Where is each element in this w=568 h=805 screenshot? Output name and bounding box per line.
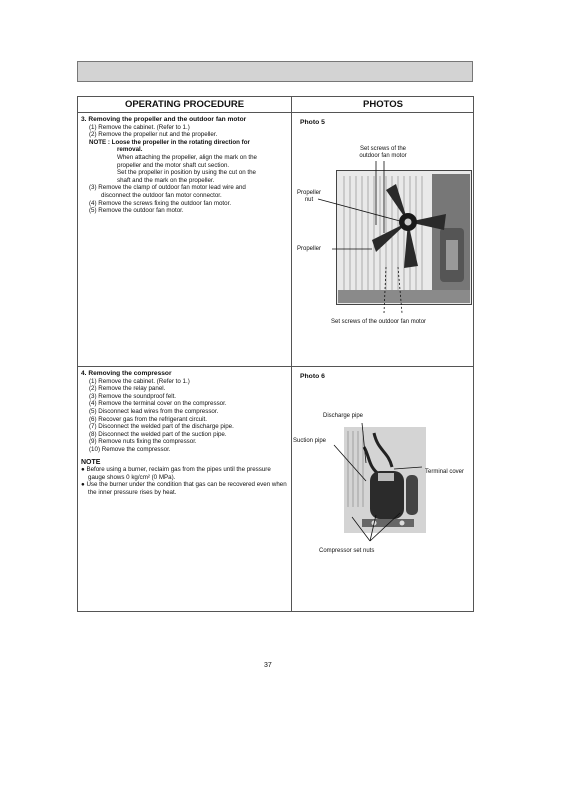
note-bullet: ● Before using a burner, reclaim gas from the pipes until the pressure gauge shows 0 kg/cm² (0 MPa). xyxy=(81,466,271,481)
step-line: disconnect the outdoor fan motor connector. xyxy=(101,191,222,199)
label-line: nut xyxy=(304,197,314,204)
step-line: (1) Remove the cabinet. (Refer to 1.) xyxy=(89,377,190,385)
photo6-leaders xyxy=(292,407,474,547)
label-propeller-nut xyxy=(294,190,324,205)
column-header-procedure: OPERATING PROCEDURE xyxy=(124,99,245,110)
section4-note-title: NOTE xyxy=(81,458,101,466)
step-line: (7) Disconnect the welded part of the discharge pipe. xyxy=(89,423,234,431)
step-line: (6) Recover gas from the refrigerant circuit. xyxy=(89,415,207,423)
label-propeller: Propeller xyxy=(297,246,322,252)
label-compressor-set-nuts: Compressor set nuts xyxy=(319,548,375,554)
label-terminal-cover: Terminal cover xyxy=(425,469,465,475)
note-detail: When attaching the propeller, align the mark on the xyxy=(117,153,257,161)
photo5-title: Photo 5 xyxy=(300,119,325,126)
step-line: (3) Remove the soundproof felt. xyxy=(89,392,177,400)
step-line: (2) Remove the propeller nut and the propeller. xyxy=(89,131,218,139)
step-line: (5) Disconnect lead wires from the compressor. xyxy=(89,407,219,415)
label-discharge-pipe: Discharge pipe xyxy=(323,413,364,419)
note-detail: Set the propeller in position by using the cut on the xyxy=(117,169,256,177)
label-line: outdoor fan motor xyxy=(359,153,407,160)
note-detail: shaft and the mark on the propeller. xyxy=(117,176,215,184)
step-line: (5) Remove the outdoor fan motor. xyxy=(89,207,184,215)
step-line: (10) Remove the compressor. xyxy=(89,445,171,453)
header-bar xyxy=(77,61,473,82)
section4-title: 4. Removing the compressor xyxy=(81,370,172,377)
note-line: NOTE : Loose the propeller in the rotating direction for xyxy=(89,138,250,146)
step-line: (3) Remove the clamp of outdoor fan motor lead wire and xyxy=(89,184,246,192)
column-header-photos: PHOTOS xyxy=(363,99,403,110)
photo6-title: Photo 6 xyxy=(300,373,325,380)
step-line: (2) Remove the relay panel. xyxy=(89,385,166,393)
label-set-screws-top xyxy=(350,146,416,161)
label-line: Set screws of the xyxy=(359,146,407,152)
note-line: removal. xyxy=(117,146,143,154)
label-set-screws-bottom: Set screws of the outdoor fan motor xyxy=(331,319,427,325)
header-divider xyxy=(78,112,473,113)
section3-procedure xyxy=(81,116,287,215)
step-line: (4) Remove the terminal cover on the compressor. xyxy=(89,400,227,408)
step-line: (9) Remove nuts fixing the compressor. xyxy=(89,438,197,446)
section3-title: 3. Removing the propeller and the outdoor fan motor xyxy=(81,116,247,123)
note-detail: propeller and the motor shaft cut section. xyxy=(117,161,230,169)
label-suction-pipe: Suction pipe xyxy=(293,438,327,444)
section4-procedure xyxy=(81,370,287,497)
label-line: Propeller xyxy=(296,190,321,196)
procedure-table xyxy=(77,96,474,612)
step-line: (1) Remove the cabinet. (Refer to 1.) xyxy=(89,123,190,131)
page-number: 37 xyxy=(264,662,272,669)
step-line: (4) Remove the screws fixing the outdoor fan motor. xyxy=(89,199,232,207)
note-bullet: ● Use the burner under the condition that gas can be recovered even when the inner pressure rises by heat. xyxy=(81,481,287,496)
step-line: (8) Disconnect the welded part of the suction pipe. xyxy=(89,430,227,438)
